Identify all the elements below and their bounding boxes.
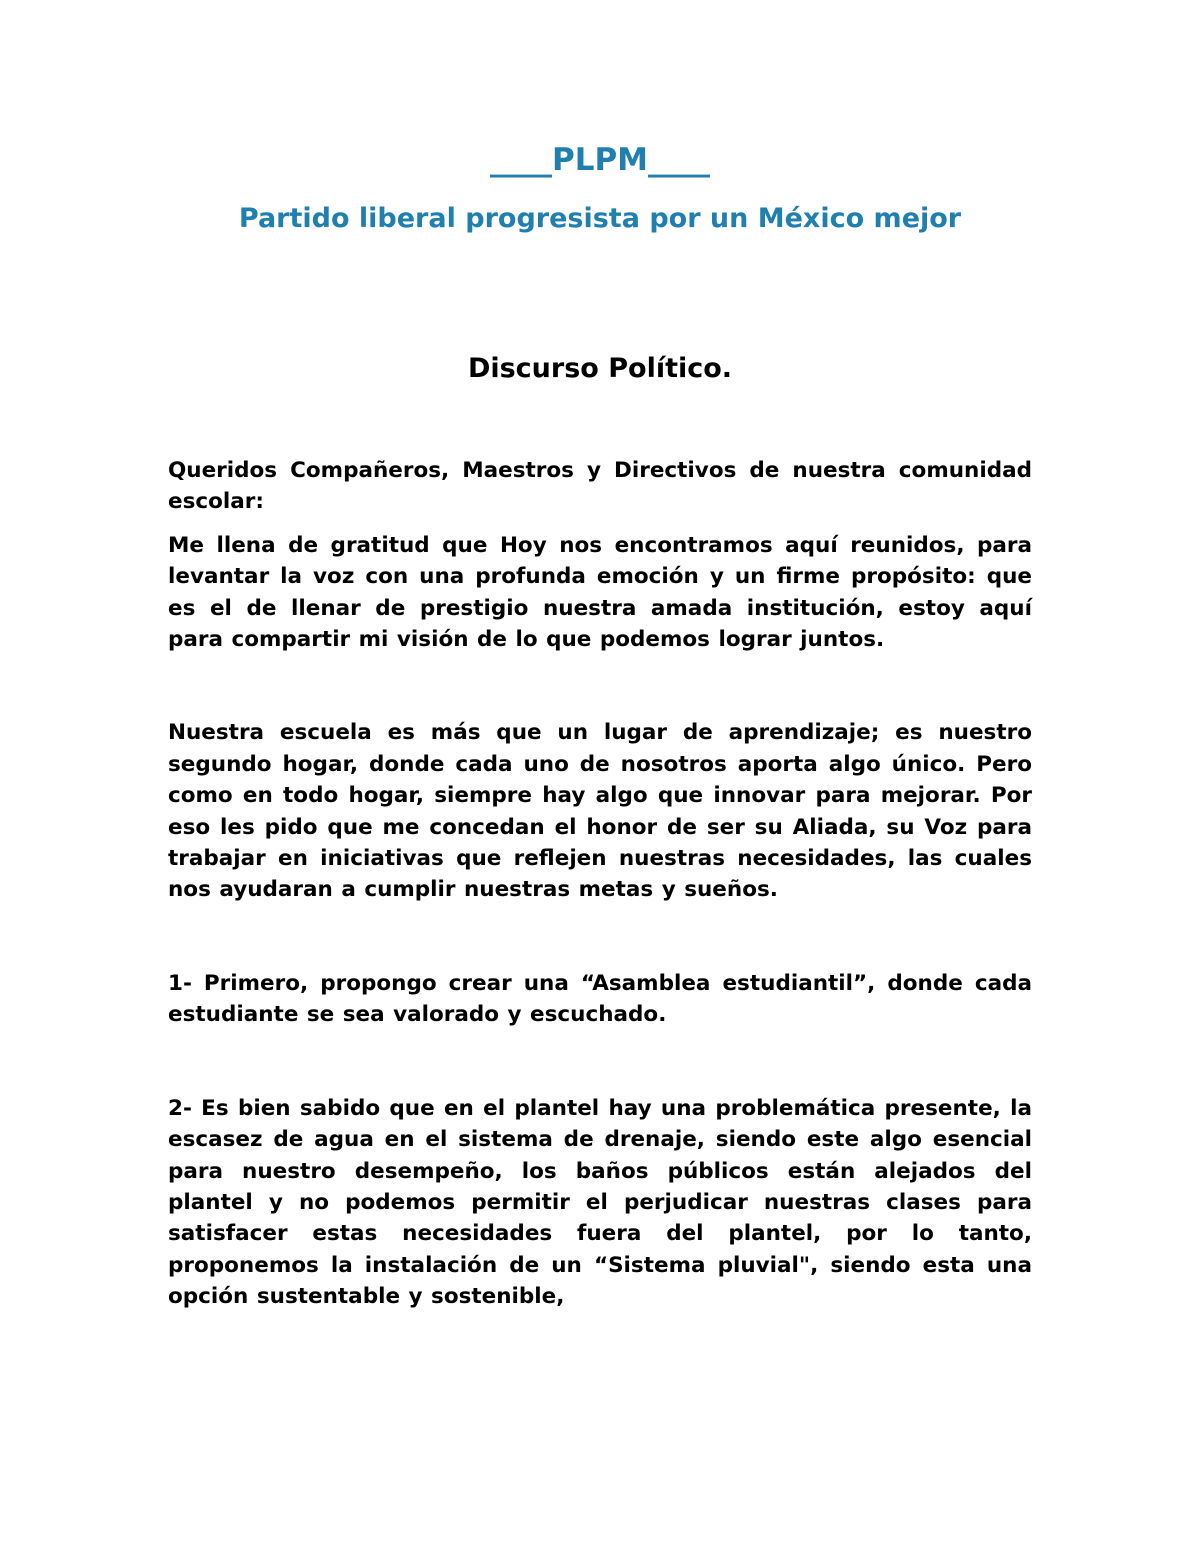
speech-title: Discurso Político. [467,353,733,384]
proposal-2-paragraph: 2- Es bien sabido que en el plantel hay una problemática presente, la escasez de agua en el sistema de drenaje, siendo este algo esencial para nuestro desempeño, los baños públicos están alejados del plantel y no podemos permitir el perjudicar nuestras clases para satisfacer estas necesidades fuera del plantel, por lo tanto, proponemos la instalación de un “Sistema pluvial", siendo esta una opción sustentable y sostenible, [168,1095,1032,1310]
speech-body [168,455,1032,1313]
proposal-1-paragraph: 1- Primero, propongo crear una “Asamblea estudiantil”, donde cada estudiante se sea valorado y escuchado. [168,970,1032,1028]
school-paragraph: Nuestra escuela es más que un lugar de aprendizaje; es nuestro segundo hogar, donde cada uno de nosotros aporta algo único. Pero como en todo hogar, siempre hay algo que innovar para mejorar. Por eso les pido que me concedan el honor de ser su Aliada, su Voz para trabajar en iniciativas que reflejen nuestras necesidades, las cuales nos ayudaran a cumplir nuestras metas y sueños. [168,720,1032,903]
party-name: Partido liberal progresista por un México mejor [238,203,962,234]
intro-paragraph: Me llena de gratitud que Hoy nos encontramos aquí reunidos, para levantar la voz con una profunda emoción y un firme propósito: que es el de llenar de prestigio nuestra amada institución, estoy aquí para compartir mi visión de lo que podemos lograr juntos. [168,532,1032,653]
greeting-paragraph: Queridos Compañeros, Maestros y Directivos de nuestra comunidad escolar: [168,458,1032,515]
party-acronym: ____PLPM____ [489,142,711,178]
